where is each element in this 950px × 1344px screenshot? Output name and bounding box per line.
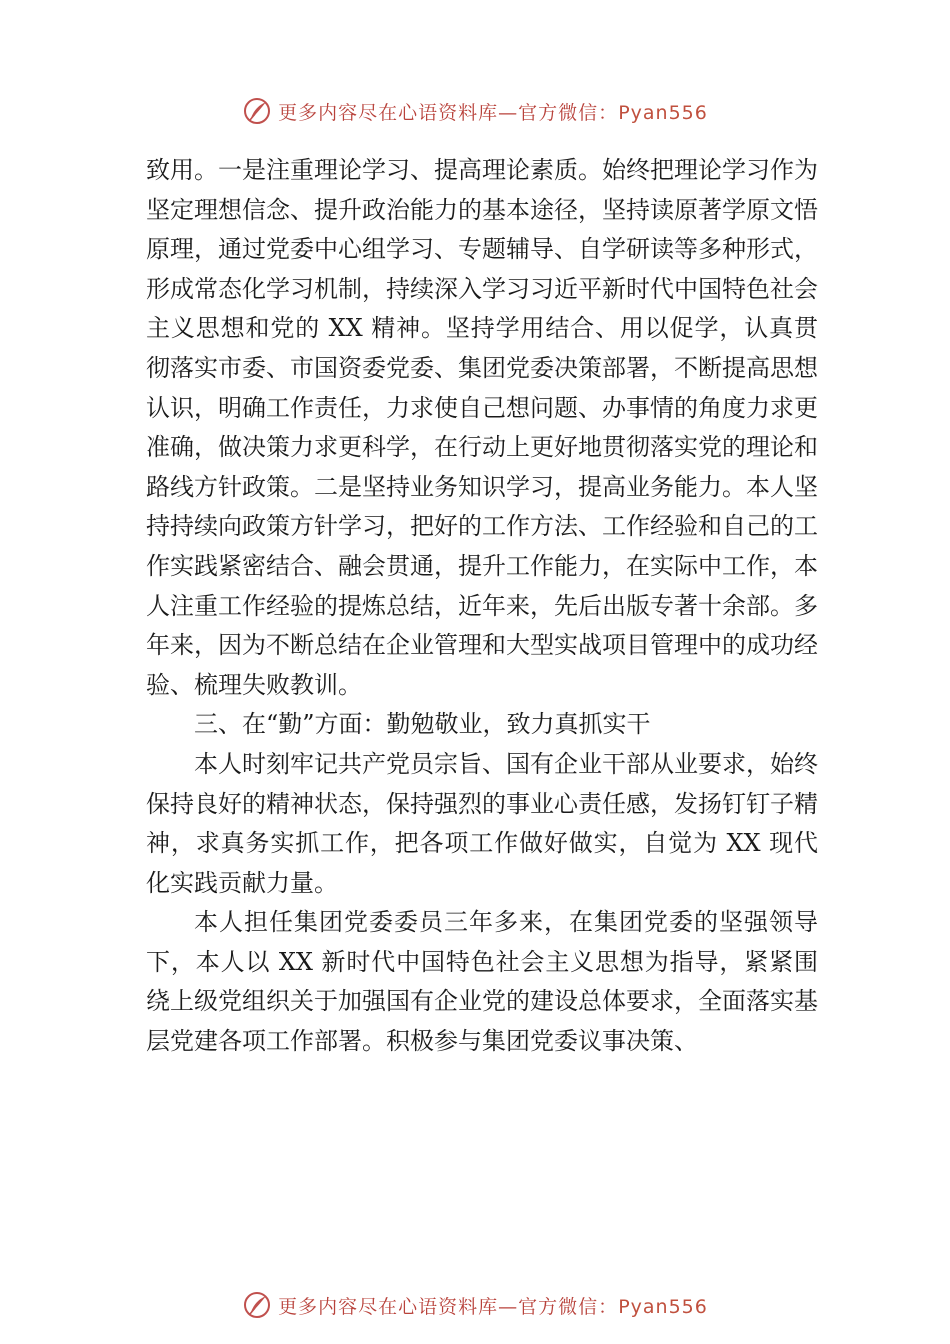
footer-watermark: [0, 1290, 950, 1320]
feather-logo-icon: [242, 1290, 272, 1320]
paragraph: 本人时刻牢记共产党员宗旨、国有企业干部从业要求，始终保持良好的精神状态，保持强烈的事业心责任感，发扬钉钉子精神，求真务实抓工作，把各项工作做好做实，自觉为 XX 现代化实践贡献力量。: [146, 749, 818, 897]
wechat-id: Pyan556: [618, 1295, 708, 1318]
document-body: [146, 151, 818, 1062]
paragraph-continued: 致用。一是注重理论学习、提高理论素质。始终把理论学习作为坚定理想信念、提升政治能力的基本途径，坚持读原著学原文悟原理，通过党委中心组学习、专题辅导、自学研读等多种形式，形成常态化学习机制，持续深入学习习近平新时代中国特色社会主义思想和党的 XX 精神。坚持学用结合、用以促学，认真贯彻落实市委、市国资委党委、集团党委决策部署，不断提高思想认识，明确工作责任，力求使自己想问题、办事情的角度力求更准确，做决策力求更科学，在行动上更好地贯彻落实党的理论和路线方针政策。二是坚持业务知识学习，提高业务能力。本人坚持持续向政策方针学习，把好的工作方法、工作经验和自己的工作实践紧密结合、融会贯通，提升工作能力，在实际中工作，本人注重工作经验的提炼总结，近年来，先后出版专著十余部。多年来，因为不断总结在企业管理和大型实战项目管理中的成功经验、梳理失败教训。: [146, 156, 818, 699]
feather-logo-icon: [242, 96, 272, 126]
section-heading: 三、在“勤”方面：勤勉敬业，致力真抓实干: [194, 710, 651, 739]
wechat-id: Pyan556: [618, 101, 708, 124]
watermark-text: 更多内容尽在心语资料库—官方微信：Pyan556: [278, 1295, 708, 1318]
paragraph: 本人担任集团党委委员三年多来，在集团党委的坚强领导下，本人以 XX 新时代中国特色社会主义思想为指导，紧紧围绕上级党组织关于加强国有企业党的建设总体要求，全面落实基层党建各项工作部署。积极参与集团党委议事决策、: [146, 908, 818, 1056]
header-watermark: [0, 96, 950, 126]
watermark-text: 更多内容尽在心语资料库—官方微信：Pyan556: [278, 101, 708, 124]
